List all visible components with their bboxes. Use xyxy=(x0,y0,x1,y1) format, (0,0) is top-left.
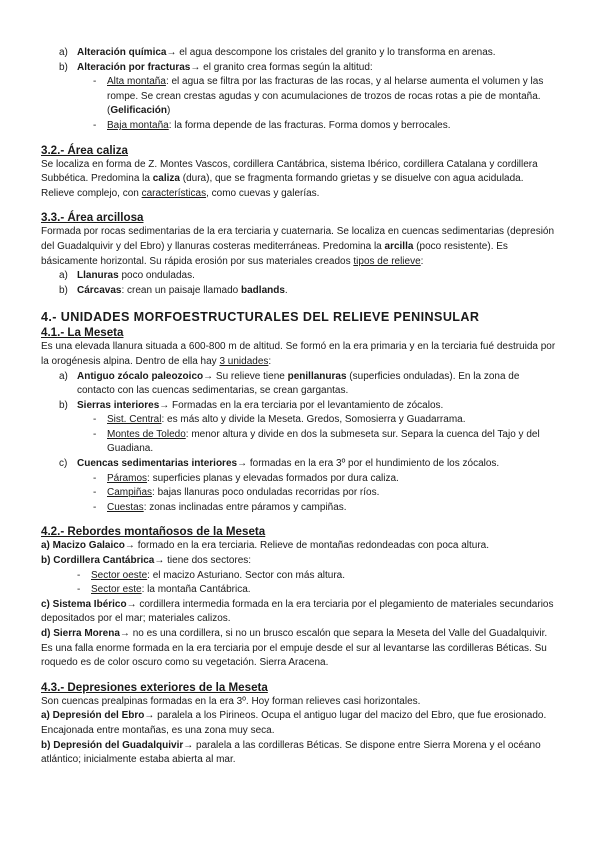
list-marker: b) xyxy=(59,61,68,73)
section-heading: 4.1.- La Meseta xyxy=(41,326,124,340)
list-marker: - xyxy=(77,569,81,581)
chapter-heading: 4.- UNIDADES MORFOESTRUCTURALES DEL RELIEVE PENINSULAR xyxy=(41,310,480,325)
list-item: b) Cárcavas: crean un paisaje llamado badlands. xyxy=(41,284,556,299)
sub-list-item: - Sector oeste: el macizo Asturiano. Sector con más altura. xyxy=(41,569,556,584)
list-marker: - xyxy=(93,487,97,499)
paragraph: a) Depresión del Ebro→ paralela a los Pirineos. Ocupa el antiguo lugar del macizo del Ebro, que fue erosionado. Encajonada entre montañas, es una zona muy seca. xyxy=(41,710,547,736)
document-page xyxy=(41,46,556,768)
list-marker: - xyxy=(93,76,97,88)
sub-list-item: - Sector este: la montaña Cantábrica. xyxy=(41,583,556,598)
sub-list-item: - Alta montaña: el agua se filtra por las fracturas de las rocas, y al helarse aumenta el volumen y las rompe. Se crean crestas agudas y con acumulaciones de trozos de rocas rotas a pie de montaña. (Gelificación) xyxy=(41,75,556,119)
list-marker: - xyxy=(93,501,97,513)
list-marker: - xyxy=(93,119,97,131)
paragraph: a) Macizo Galaico→ formado en la era terciaria. Relieve de montañas redondeadas con poca altura. xyxy=(41,540,490,552)
list-item: a) Llanuras poco onduladas. xyxy=(41,269,556,284)
paragraph: b) Cordillera Cantábrica→ tiene dos sectores: xyxy=(41,555,252,567)
list-marker: a) xyxy=(59,270,68,282)
sub-list-item: - Montes de Toledo: menor altura y divide en dos la submeseta sur. Separa la cuenca del Tajo y del Guadiana. xyxy=(41,428,556,457)
paragraph: Formada por rocas sedimentarias de la era terciaria y cuaternaria. Se localiza en cuencas sedimentarias (depresión del Guadalquivir y del Ebro) y llanuras costeras mediterráneas. Predomina la arcilla (poco resistente). Es básicamente horizontal. Su rápida erosión por sus materiales creados tipos de relieve: xyxy=(41,226,555,267)
paragraph: Es una elevada llanura situada a 600-800 m de altitud. Se formó en la era primaria y en la terciaria fué destruida por la orogénesis alpina. Dentro de ella hay 3 unidades: xyxy=(41,341,556,367)
list-item: b) Sierras interiores→ Formadas en la era terciaria por el levantamiento de zócalos. xyxy=(41,399,556,414)
section-heading: 3.2.- Área caliza xyxy=(41,143,129,157)
list-marker: b) xyxy=(59,284,68,296)
list-marker: - xyxy=(93,428,97,440)
paragraph: Son cuencas prealpinas formadas en la era 3º. Hoy forman relieves casi horizontales. xyxy=(41,695,421,707)
list-marker: c) xyxy=(59,458,68,470)
list-marker: a) xyxy=(59,370,68,382)
list-item: a) Antiguo zócalo paleozoico→ Su relieve tiene penillanuras (superficies onduladas). En la zona de contacto con las cuencas sedimentarias, se crean gargantas. xyxy=(41,370,556,399)
list-item: b) Alteración por fracturas→ el granito crea formas según la altitud: xyxy=(41,61,556,76)
list-marker: a) xyxy=(59,47,68,58)
section-heading: 4.2.- Rebordes montañosos de la Meseta xyxy=(41,525,266,539)
sub-list-item: - Campiñas: bajas llanuras poco onduladas recorridas por ríos. xyxy=(41,486,556,501)
sub-list-item: - Páramos: superficies planas y elevadas formados por dura caliza. xyxy=(41,472,556,487)
list-marker: - xyxy=(93,472,97,484)
list-marker: - xyxy=(93,414,97,426)
paragraph: b) Depresión del Guadalquivir→ paralela a las cordilleras Béticas. Se dispone entre Sierra Morena y el océano atlántico; inicialmente estaba abierta al mar. xyxy=(41,739,541,766)
sub-list-item: - Sist. Central: es más alto y divide la Meseta. Gredos, Somosierra y Guadarrama. xyxy=(41,413,556,428)
paragraph: c) Sistema Ibérico→ cordillera intermedia formada en la era terciaria por el plegamiento de materiales secundarios depositados por el mar; materiales calizos. xyxy=(41,598,554,625)
paragraph: Se localiza en forma de Z. Montes Vascos, cordillera Cantábrica, sistema Ibérico, cordillera Catalana y cordillera Subbética. Predomina la caliza (dura), que se fragmenta formando grietas y se disuelve con agua acidulada. Relieve complejo, con características, como cuevas y galerías. xyxy=(41,158,538,199)
section-heading: 3.3.- Área arcillosa xyxy=(41,211,144,225)
sub-list-item: - Baja montaña: la forma depende de las fracturas. Forma domos y berrocales. xyxy=(41,119,556,134)
list-item: c) Cuencas sedimentarias interiores→ formadas en la era 3º por el hundimiento de los zócalos. xyxy=(41,457,556,472)
sub-list-item: - Cuestas: zonas inclinadas entre páramos y campiñas. xyxy=(41,501,556,516)
section-heading: 4.3.- Depresiones exteriores de la Meseta xyxy=(41,680,268,694)
list-item: a) Alteración química→ el agua descompone los cristales del granito y lo transforma en arenas. xyxy=(41,46,556,61)
paragraph: d) Sierra Morena→ no es una cordillera, si no un brusco escalón que separa la Meseta del Valle del Guadalquivir. Es una falla enorme formada en la era terciaria por el empuje desde el sur al levantarse las cordilleras Béticas. Su roquedo es de color oscuro como su vegetación. Sierra Aracena. xyxy=(41,628,548,669)
list-marker: - xyxy=(77,584,81,596)
list-marker: b) xyxy=(59,399,68,411)
